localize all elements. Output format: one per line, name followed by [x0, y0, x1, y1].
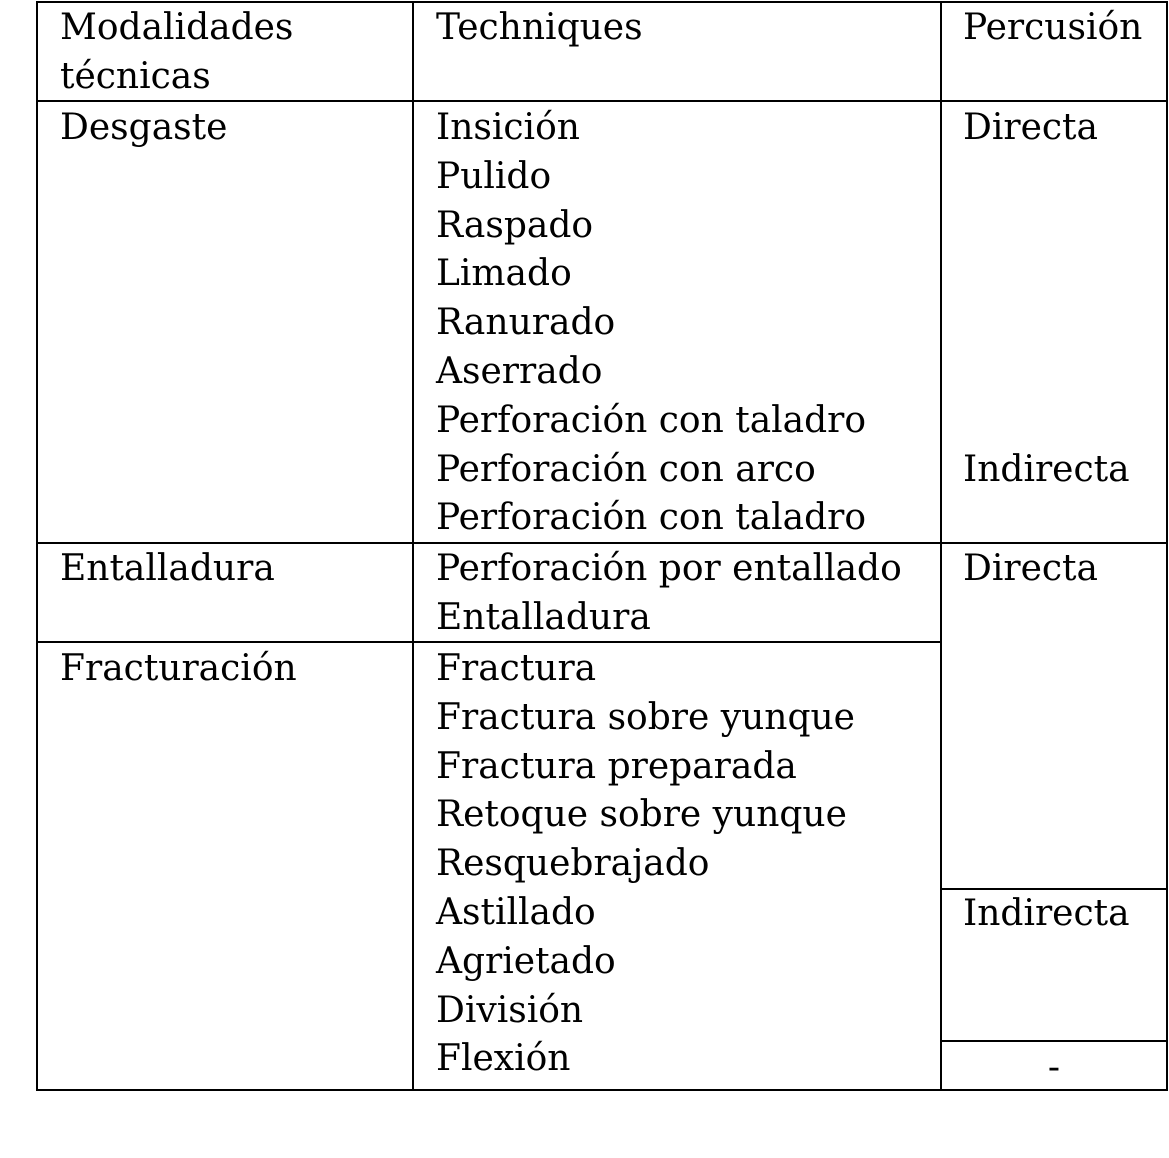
header-techniques	[436, 4, 643, 53]
header-modalidades-line-2: técnicas	[60, 55, 211, 97]
technique-item: Flexión	[436, 1038, 571, 1080]
percusion-fracturacion-dash	[942, 1044, 1166, 1093]
technique-item: Astillado	[436, 891, 596, 933]
percusion-label: -	[1047, 1047, 1061, 1088]
modalidad-desgaste-label: Desgaste	[60, 107, 228, 148]
header-techniques-label: Techniques	[436, 7, 643, 48]
technique-item: Fractura preparada	[436, 745, 797, 787]
technique-item: Aserrado	[436, 350, 603, 392]
technique-item: Limado	[436, 253, 572, 295]
technique-item: Perforación con taladro	[436, 497, 867, 539]
modalidad-entalladura	[60, 545, 275, 594]
technique-item: Entalladura	[436, 596, 651, 638]
technique-item: Insición	[436, 107, 580, 148]
modalidad-entalladura-label: Entalladura	[60, 548, 275, 589]
percusion-label: Directa	[963, 548, 1098, 589]
techniques-desgaste	[436, 104, 866, 543]
column-divider-1	[412, 1, 414, 1091]
percusion-divider-dash	[940, 1040, 1168, 1042]
percusion-label: Indirecta	[963, 893, 1130, 934]
modalidad-desgaste	[60, 104, 227, 153]
modalidad-fracturacion-label: Fracturación	[60, 648, 297, 689]
technique-item: Fractura sobre yunque	[436, 696, 855, 738]
percusion-label: Directa	[963, 107, 1098, 148]
table-border-left	[36, 1, 38, 1091]
header-modalidades	[60, 4, 293, 102]
technique-item: Retoque sobre yunque	[436, 794, 847, 836]
technique-item: Agrietado	[436, 940, 616, 982]
modalidad-fracturacion	[60, 645, 297, 694]
percusion-label: Indirecta	[963, 449, 1130, 490]
technique-item: Pulido	[436, 155, 552, 197]
techniques-table	[36, 1, 1168, 1091]
percusion-entalladura-directa	[963, 545, 1098, 594]
techniques-fracturacion	[436, 645, 855, 1084]
techniques-entalladura	[436, 545, 902, 643]
technique-item: Fractura	[436, 648, 597, 689]
column-divider-2	[940, 1, 942, 1091]
technique-item: Resquebrajado	[436, 843, 710, 885]
header-modalidades-line-1: Modalidades	[60, 7, 294, 48]
table-border-top	[36, 1, 1168, 3]
percusion-desgaste-indirecta	[963, 446, 1130, 495]
technique-item: Ranurado	[436, 302, 616, 344]
technique-item: Raspado	[436, 204, 594, 246]
table-border-right	[1166, 1, 1168, 1091]
header-percusion	[963, 4, 1142, 53]
technique-item: División	[436, 989, 584, 1031]
percusion-desgaste-directa	[963, 104, 1098, 153]
header-percusion-label: Percusión	[963, 7, 1143, 48]
technique-item: Perforación con taladro	[436, 399, 867, 441]
percusion-fracturacion-indirecta	[963, 890, 1130, 939]
technique-item: Perforación por entallado	[436, 548, 902, 589]
technique-item: Perforación con arco	[436, 448, 816, 490]
